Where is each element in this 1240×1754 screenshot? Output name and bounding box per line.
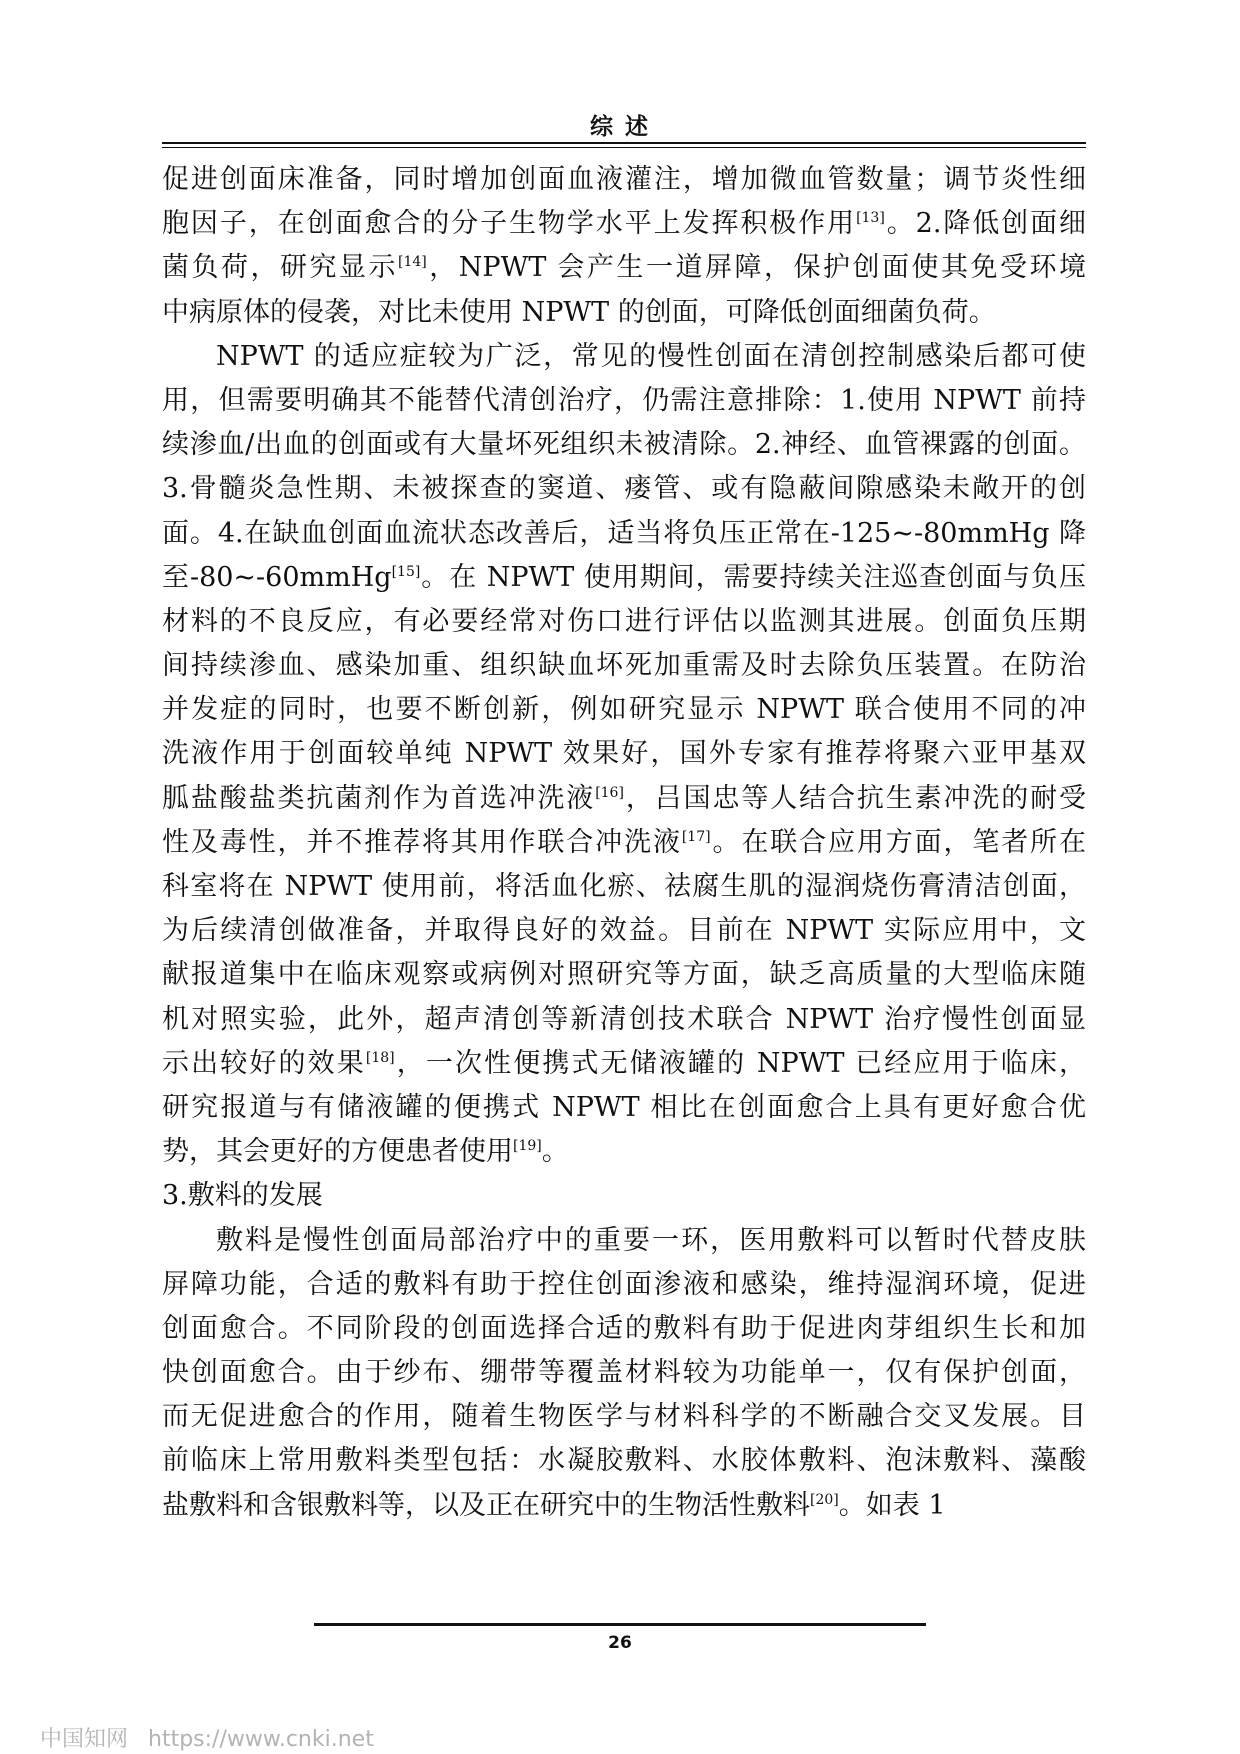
line-text: 续渗血/出血的创面或有大量坏死组织未被清除。2.神经、血管裸露的创面。 (162, 429, 1086, 461)
line-text: 示出较好的效果 (162, 1047, 366, 1079)
text-line (162, 1263, 1086, 1307)
line-text: 用，但需要明确其不能替代清创治疗，仍需注意排除：1.使用 NPWT 前持 (162, 384, 1086, 416)
text-line (162, 1219, 1086, 1263)
text-line (162, 777, 1086, 821)
line-text: 献报道集中在临床观察或病例对照研究等方面，缺乏高质量的大型临床随 (162, 959, 1086, 991)
citation-ref: [16] (595, 784, 624, 801)
citation-ref: [18] (365, 1049, 395, 1066)
line-text-continued: ，一次性便携式无储液罐的 NPWT 已经应用于临床， (394, 1047, 1087, 1079)
text-line (162, 379, 1086, 423)
line-text-continued: 。如表 1 (838, 1489, 946, 1521)
citation-ref: [20] (810, 1491, 839, 1508)
text-line (162, 1439, 1086, 1483)
text-line (162, 158, 1086, 202)
line-text: 胞因子，在创面愈合的分子生物学水平上发挥积极作用 (162, 208, 857, 240)
text-line (162, 1086, 1086, 1130)
text-line (162, 821, 1086, 865)
line-text-continued: 。在 NPWT 使用期间，需要持续关注巡查创面与负压 (420, 561, 1086, 593)
line-text: 科室将在 NPWT 使用前，将活血化瘀、祛腐生肌的湿润烧伤膏清洁创面， (162, 871, 1086, 902)
line-text: 并发症的同时，也要不断创新，例如研究显示 NPWT 联合使用不同的冲 (162, 694, 1086, 726)
text-line (162, 556, 1086, 600)
line-text: 敷料是慢性创面局部治疗中的重要一环，医用敷料可以暂时代替皮肤 (216, 1224, 1086, 1256)
citation-ref: [19] (513, 1138, 542, 1155)
text-line (162, 688, 1086, 732)
line-text: 势，其会更好的方便患者使用 (162, 1136, 513, 1168)
text-line (162, 953, 1086, 997)
line-text-continued: 。 (541, 1136, 569, 1168)
line-text-continued: ，NPWT 会产生一道屏障，保护创面使其免受环境 (426, 252, 1086, 284)
text-line (162, 644, 1086, 688)
text-line (162, 600, 1086, 644)
text-line (162, 202, 1086, 246)
line-text: 快创面愈合。由于纱布、绷带等覆盖材料较为功能单一，仅有保护创面， (162, 1357, 1086, 1389)
text-line (162, 467, 1086, 511)
line-text: 机对照实验，此外，超声清创等新清创技术联合 NPWT 治疗慢性创面显 (162, 1003, 1086, 1035)
line-text: 而无促进愈合的作用，随着生物医学与材料科学的不断融合交叉发展。目 (162, 1401, 1086, 1433)
line-text: 盐敷料和含银敷料等，以及正在研究中的生物活性敷料 (162, 1489, 810, 1521)
text-line (162, 1174, 1086, 1218)
text-line (162, 1351, 1086, 1395)
line-text: 面。4.在缺血创面血流状态改善后，适当将负压正常在-125~-80mmHg 降 (162, 517, 1086, 549)
line-text: 至-80~-60mmHg (162, 561, 392, 593)
text-line (162, 335, 1086, 379)
text-line (162, 512, 1086, 556)
text-line (162, 1484, 1086, 1528)
line-text: 前临床上常用敷料类型包括：水凝胶敷料、水胶体敷料、泡沫敷料、藻酸 (162, 1445, 1086, 1477)
text-line (162, 423, 1086, 467)
line-text: 间持续渗血、感染加重、组织缺血坏死加重需及时去除负压装置。在防治 (162, 650, 1086, 682)
line-text: NPWT 的适应症较为广泛，常见的慢性创面在清创控制感染后都可使 (216, 340, 1086, 372)
footer-rule (314, 1623, 926, 1626)
running-title: 综 述 (589, 114, 650, 140)
header-rule-thin (162, 147, 1086, 148)
citation-ref: [17] (681, 828, 711, 845)
text-line (162, 865, 1086, 909)
line-text-continued: 。在联合应用方面，笔者所在 (710, 826, 1087, 858)
line-text: 研究报道与有储液罐的便携式 NPWT 相比在创面愈合上具有更好愈合优 (162, 1091, 1086, 1123)
line-text: 为后续清创做准备，并取得良好的效益。目前在 NPWT 实际应用中，文 (162, 915, 1086, 947)
text-line (162, 1395, 1086, 1439)
line-text: 性及毒性，并不推荐将其用作联合冲洗液 (162, 826, 682, 858)
text-line (162, 1042, 1086, 1086)
text-line (162, 732, 1086, 776)
line-text: 中病原体的侵袭，对比未使用 NPWT 的创面，可降低创面细菌负荷。 (162, 296, 996, 328)
line-text: 创面愈合。不同阶段的创面选择合适的敷料有助于促进肉芽组织生长和加 (162, 1312, 1086, 1344)
line-text: 材料的不良反应，有必要经常对伤口进行评估以监测其进展。创面负压期 (162, 605, 1086, 637)
text-line (162, 246, 1086, 290)
citation-ref: [15] (391, 563, 421, 580)
watermark (40, 1722, 374, 1753)
line-text: 胍盐酸盐类抗菌剂作为首选冲洗液 (162, 782, 596, 814)
line-text-continued: ，吕国忠等人结合抗生素冲洗的耐受 (623, 782, 1087, 814)
text-line (162, 909, 1086, 953)
header-rule-thick (162, 142, 1086, 144)
watermark-url: https://www.cnki.net (148, 1727, 374, 1752)
line-text: 3.敷料的发展 (162, 1180, 323, 1212)
text-line (162, 1307, 1086, 1351)
text-line (162, 1130, 1086, 1174)
text-line (162, 291, 1086, 335)
citation-ref: [14] (398, 254, 427, 271)
line-text-continued: 。2.降低创面细 (884, 208, 1087, 240)
line-text: 洗液作用于创面较单纯 NPWT 效果好，国外专家有推荐将聚六亚甲基双 (162, 738, 1086, 770)
line-text: 菌负荷，研究显示 (162, 252, 399, 284)
line-text: 3.骨髓炎急性期、未被探查的窦道、瘘管、或有隐蔽间隙感染未敞开的创 (162, 473, 1086, 505)
watermark-site-name: 中国知网 (40, 1727, 129, 1752)
body-text (162, 158, 1086, 1528)
line-text: 促进创面床准备，同时增加创面血液灌注，增加微血管数量；调节炎性细 (162, 164, 1086, 195)
line-text: 屏障功能，合适的敷料有助于控住创面渗液和感染，维持湿润环境，促进 (162, 1268, 1086, 1300)
page-number: 26 (608, 1633, 632, 1653)
citation-ref: [13] (856, 210, 885, 227)
text-line (162, 998, 1086, 1042)
